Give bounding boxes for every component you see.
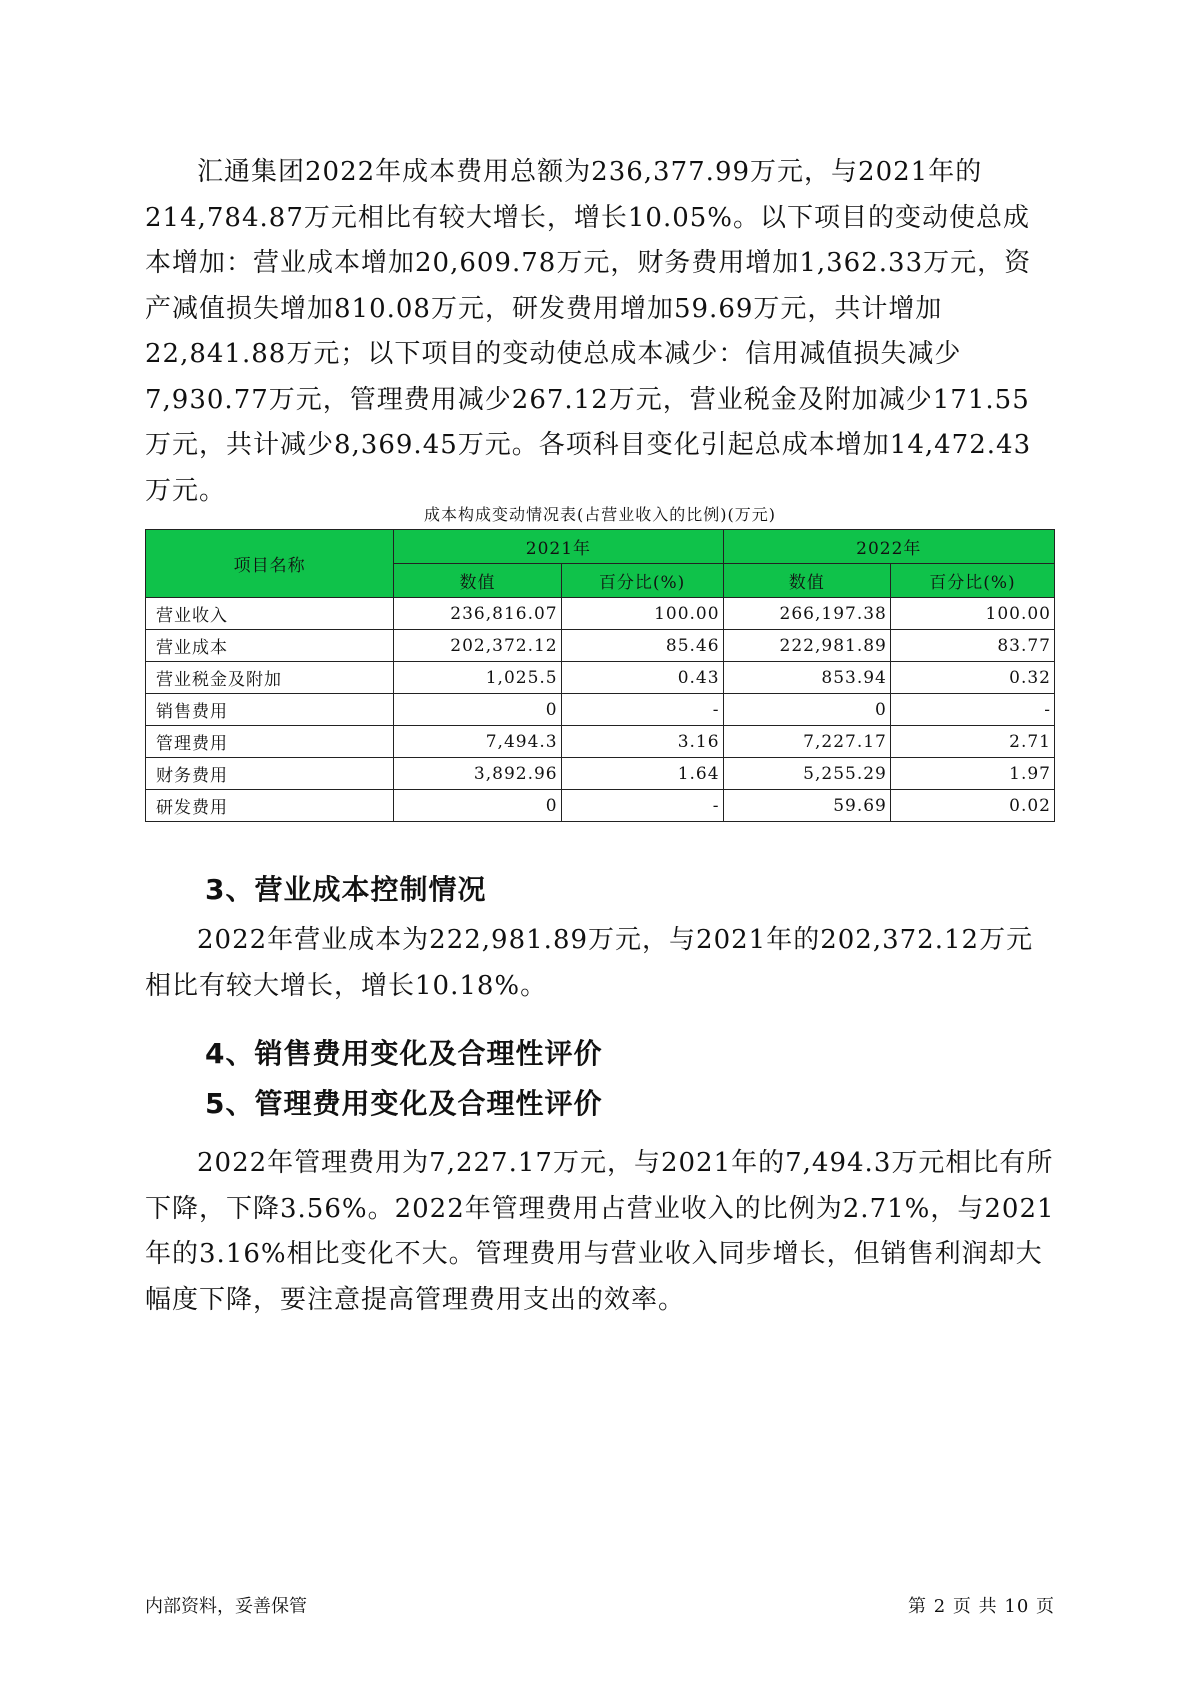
table-header-row-1 [146, 530, 1055, 564]
pct-2021: 1.64 [561, 758, 723, 790]
pct-2021: 3.16 [561, 726, 723, 758]
value-2021: 7,494.3 [394, 726, 561, 758]
row-label: 财务费用 [146, 758, 394, 790]
pct-2022: 100.00 [890, 598, 1054, 630]
value-2022: 266,197.38 [723, 598, 890, 630]
value-2021: 1,025.5 [394, 662, 561, 694]
row-label: 营业成本 [146, 630, 394, 662]
value-2021: 3,892.96 [394, 758, 561, 790]
table-caption: 成本构成变动情况表(占营业收入的比例)(万元) [424, 505, 776, 524]
header-year-2022: 2022年 [723, 530, 1054, 564]
table-row [146, 758, 1055, 790]
value-2021: 202,372.12 [394, 630, 561, 662]
paragraph-total-cost: 汇通集团2022年成本费用总额为236,377.99万元，与2021年的214,784.87万元相比有较大增长，增长10.05%。以下项目的变动使总成本增加：营业成本增加20,609.78万元，财务费用增加1,362.33万元，资产减值损失增加810.08万元，研发费用增加59.69万元，共计增加22,841.88万元；以下项目的变动使总成本减少：信用减值损失减少7,930.77万元，管理费用减少267.12万元，营业税金及附加减少171.55万元，共计减少8,369.45万元。各项科目变化引起总成本增加14,472.43万元。 [145, 157, 1032, 506]
value-2021: 0 [394, 790, 561, 822]
footer-confidential-note: 内部资料，妥善保管 [145, 1596, 307, 1617]
value-2022: 59.69 [723, 790, 890, 822]
section-heading-sales-expense: 4、销售费用变化及合理性评价 [205, 1037, 603, 1070]
table-row [146, 662, 1055, 694]
table-row [146, 630, 1055, 662]
table-row [146, 790, 1055, 822]
pct-2021: - [561, 694, 723, 726]
pct-2022: 1.97 [890, 758, 1054, 790]
pct-2021: 100.00 [561, 598, 723, 630]
header-item-name: 项目名称 [146, 530, 394, 598]
footer-page-number: 第 2 页 共 10 页 [908, 1596, 1055, 1617]
paragraph-admin-expense: 2022年管理费用为7,227.17万元，与2021年的7,494.3万元相比有所下降，下降3.56%。2022年管理费用占营业收入的比例为2.71%，与2021年的3.16%相比变化不大。管理费用与营业收入同步增长，但销售利润却大幅度下降，要注意提高管理费用支出的效率。 [145, 1148, 1055, 1315]
pct-2022: - [890, 694, 1054, 726]
pct-2022: 2.71 [890, 726, 1054, 758]
pct-2022: 0.32 [890, 662, 1054, 694]
value-2022: 5,255.29 [723, 758, 890, 790]
table-row [146, 694, 1055, 726]
value-2021: 236,816.07 [394, 598, 561, 630]
row-label: 营业收入 [146, 598, 394, 630]
header-value-2022: 数值 [723, 564, 890, 598]
row-label: 管理费用 [146, 726, 394, 758]
value-2021: 0 [394, 694, 561, 726]
header-pct-2021: 百分比(%) [561, 564, 723, 598]
pct-2021: 85.46 [561, 630, 723, 662]
pct-2021: - [561, 790, 723, 822]
value-2022: 222,981.89 [723, 630, 890, 662]
value-2022: 0 [723, 694, 890, 726]
table-row [146, 726, 1055, 758]
row-label: 营业税金及附加 [146, 662, 394, 694]
table-row [146, 598, 1055, 630]
row-label: 销售费用 [146, 694, 394, 726]
header-pct-2022: 百分比(%) [890, 564, 1054, 598]
section-heading-operating-cost: 3、营业成本控制情况 [205, 873, 487, 906]
cost-structure-table [145, 529, 1055, 822]
paragraph-operating-cost: 2022年营业成本为222,981.89万元，与2021年的202,372.12万元相比有较大增长，增长10.18%。 [145, 925, 1034, 1001]
header-value-2021: 数值 [394, 564, 561, 598]
section-heading-admin-expense: 5、管理费用变化及合理性评价 [205, 1087, 603, 1120]
header-year-2021: 2021年 [394, 530, 723, 564]
row-label: 研发费用 [146, 790, 394, 822]
pct-2021: 0.43 [561, 662, 723, 694]
pct-2022: 0.02 [890, 790, 1054, 822]
value-2022: 853.94 [723, 662, 890, 694]
value-2022: 7,227.17 [723, 726, 890, 758]
pct-2022: 83.77 [890, 630, 1054, 662]
